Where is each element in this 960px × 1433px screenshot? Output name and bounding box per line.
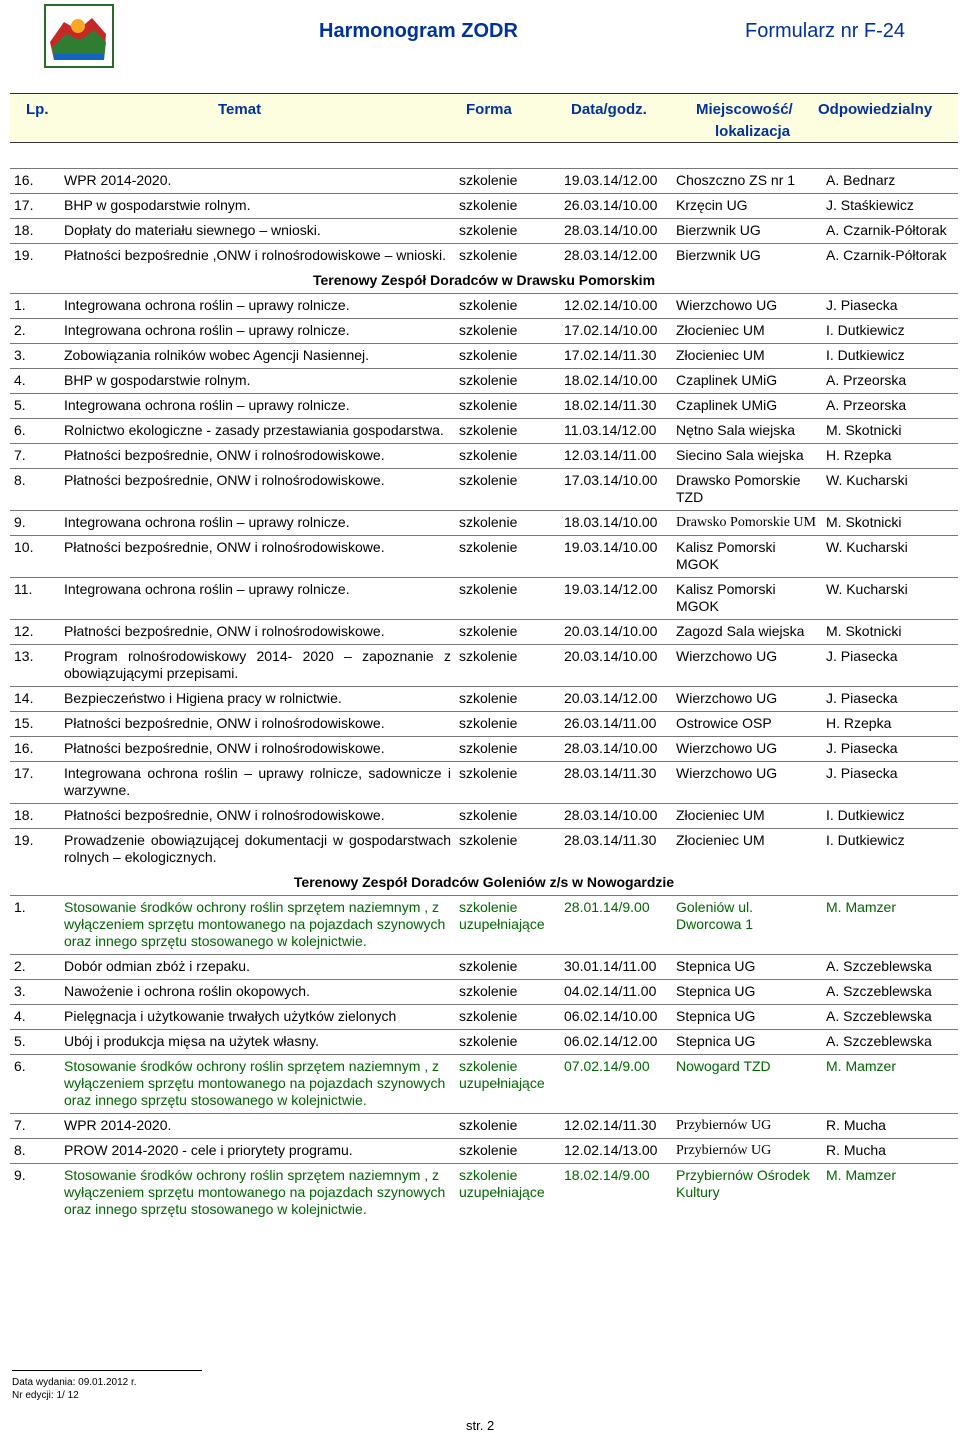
section-title: Terenowy Zespół Doradców Goleniów z/s w Nowogardzie xyxy=(293,874,675,890)
cell-forma: szkolenie xyxy=(455,511,560,536)
cell-odp: M. Mamzer xyxy=(822,1055,958,1114)
table-row xyxy=(10,419,958,444)
edition-number: Nr edycji: 1/ 12 xyxy=(12,1390,79,1401)
cell-forma: szkolenie uzupełniające xyxy=(455,896,560,955)
cell-odp: I. Dutkiewicz xyxy=(822,344,958,369)
cell-forma: szkolenie xyxy=(455,687,560,712)
cell-odp: I. Dutkiewicz xyxy=(822,829,958,871)
cell-miejsce: Wierzchowo UG xyxy=(672,687,822,712)
col-odpowiedzialny: Odpowiedzialny xyxy=(818,101,933,118)
cell-odp: A. Przeorska xyxy=(822,394,958,419)
table-row xyxy=(10,294,958,319)
cell-forma: szkolenie uzupełniające xyxy=(455,1055,560,1114)
cell-data: 28.03.14/12.00 xyxy=(560,244,672,269)
table-row xyxy=(10,645,958,687)
cell-odp: A. Czarnik-Półtorak xyxy=(822,244,958,269)
cell-lp: 8. xyxy=(10,1139,60,1164)
cell-forma: szkolenie xyxy=(455,194,560,219)
cell-data: 11.03.14/12.00 xyxy=(560,419,672,444)
cell-lp: 2. xyxy=(10,955,60,980)
cell-data: 06.02.14/10.00 xyxy=(560,1005,672,1030)
cell-odp: R. Mucha xyxy=(822,1114,958,1139)
cell-data: 17.03.14/10.00 xyxy=(560,469,672,511)
cell-forma: szkolenie xyxy=(455,712,560,737)
cell-odp: J. Staśkiewicz xyxy=(822,194,958,219)
cell-forma: szkolenie xyxy=(455,344,560,369)
issue-date: Data wydania: 09.01.2012 r. xyxy=(12,1377,137,1388)
table-row xyxy=(10,1164,958,1223)
cell-data: 07.02.14/9.00 xyxy=(560,1055,672,1114)
cell-data: 28.03.14/10.00 xyxy=(560,804,672,829)
table-row xyxy=(10,1055,958,1114)
table-row xyxy=(10,896,958,955)
table-row xyxy=(10,829,958,871)
cell-forma: szkolenie xyxy=(455,980,560,1005)
cell-lp: 4. xyxy=(10,1005,60,1030)
table-row xyxy=(10,762,958,804)
cell-data: 12.02.14/13.00 xyxy=(560,1139,672,1164)
cell-lp: 7. xyxy=(10,1114,60,1139)
cell-lp: 8. xyxy=(10,469,60,511)
cell-forma: szkolenie xyxy=(455,955,560,980)
cell-forma: szkolenie xyxy=(455,737,560,762)
cell-lp: 5. xyxy=(10,1030,60,1055)
cell-temat: Integrowana ochrona roślin – uprawy rolnicze. xyxy=(60,511,455,536)
cell-miejsce: Przybiernów UG xyxy=(672,1139,822,1164)
cell-temat: PROW 2014-2020 - cele i priorytety programu. xyxy=(60,1139,455,1164)
cell-data: 18.02.14/11.30 xyxy=(560,394,672,419)
table-row xyxy=(10,980,958,1005)
cell-data: 04.02.14/11.00 xyxy=(560,980,672,1005)
cell-miejsce: Krzęcin UG xyxy=(672,194,822,219)
cell-odp: A. Szczeblewska xyxy=(822,980,958,1005)
table-row xyxy=(10,1005,958,1030)
cell-lp: 9. xyxy=(10,1164,60,1223)
table-row xyxy=(10,219,958,244)
cell-temat: Dopłaty do materiału siewnego – wnioski. xyxy=(60,219,455,244)
cell-lp: 12. xyxy=(10,620,60,645)
cell-miejsce: Wierzchowo UG xyxy=(672,294,822,319)
table-row xyxy=(10,712,958,737)
cell-miejsce: Stepnica UG xyxy=(672,980,822,1005)
cell-odp: H. Rzepka xyxy=(822,712,958,737)
cell-odp: A. Bednarz xyxy=(822,169,958,194)
cell-lp: 18. xyxy=(10,219,60,244)
cell-data: 20.03.14/12.00 xyxy=(560,687,672,712)
page-number: str. 2 xyxy=(466,1418,495,1433)
cell-forma: szkolenie xyxy=(455,419,560,444)
cell-data: 28.03.14/11.30 xyxy=(560,762,672,804)
cell-forma: szkolenie xyxy=(455,1005,560,1030)
cell-temat: Integrowana ochrona roślin – uprawy rolnicze, sadownicze i warzywne. xyxy=(60,762,455,804)
cell-forma: szkolenie xyxy=(455,1139,560,1164)
cell-forma: szkolenie xyxy=(455,578,560,620)
cell-data: 12.02.14/11.30 xyxy=(560,1114,672,1139)
cell-odp: J. Piasecka xyxy=(822,294,958,319)
cell-miejsce: Wierzchowo UG xyxy=(672,762,822,804)
cell-miejsce: Przybiernów UG xyxy=(672,1114,822,1139)
cell-temat: Płatności bezpośrednie, ONW i rolnośrodowiskowe. xyxy=(60,536,455,578)
cell-odp: M. Skotnicki xyxy=(822,620,958,645)
table-row xyxy=(10,687,958,712)
cell-data: 19.03.14/12.00 xyxy=(560,578,672,620)
cell-miejsce: Goleniów ul. Dworcowa 1 xyxy=(672,896,822,955)
cell-forma: szkolenie xyxy=(455,444,560,469)
form-number: Formularz nr F-24 xyxy=(745,20,906,42)
cell-temat: Płatności bezpośrednie ,ONW i rolnośrodowiskowe – wnioski. xyxy=(60,244,455,269)
cell-forma: szkolenie xyxy=(455,219,560,244)
col-data: Data/godz. xyxy=(571,101,647,118)
cell-data: 28.01.14/9.00 xyxy=(560,896,672,955)
table-row xyxy=(10,1030,958,1055)
table-row xyxy=(10,344,958,369)
cell-miejsce: Złocieniec UM xyxy=(672,319,822,344)
cell-data: 06.02.14/12.00 xyxy=(560,1030,672,1055)
cell-lp: 16. xyxy=(10,169,60,194)
cell-miejsce: Złocieniec UM xyxy=(672,804,822,829)
cell-miejsce: Wierzchowo UG xyxy=(672,645,822,687)
cell-data: 20.03.14/10.00 xyxy=(560,620,672,645)
cell-data: 26.03.14/11.00 xyxy=(560,712,672,737)
cell-forma: szkolenie xyxy=(455,620,560,645)
col-miejsce-line1: Miejscowość/ xyxy=(696,101,793,118)
cell-temat: Płatności bezpośrednie, ONW i rolnośrodowiskowe. xyxy=(60,804,455,829)
cell-odp: A. Czarnik-Półtorak xyxy=(822,219,958,244)
table-row xyxy=(10,511,958,536)
cell-odp: I. Dutkiewicz xyxy=(822,319,958,344)
cell-odp: J. Piasecka xyxy=(822,737,958,762)
cell-odp: W. Kucharski xyxy=(822,469,958,511)
cell-miejsce: Stepnica UG xyxy=(672,1030,822,1055)
cell-lp: 9. xyxy=(10,511,60,536)
cell-lp: 7. xyxy=(10,444,60,469)
cell-miejsce: Nowogard TZD xyxy=(672,1055,822,1114)
cell-lp: 2. xyxy=(10,319,60,344)
cell-forma: szkolenie xyxy=(455,169,560,194)
cell-forma: szkolenie xyxy=(455,244,560,269)
cell-lp: 11. xyxy=(10,578,60,620)
table-row xyxy=(10,319,958,344)
cell-lp: 18. xyxy=(10,804,60,829)
cell-temat: Prowadzenie obowiązującej dokumentacji w gospodarstwach rolnych – ekologicznych. xyxy=(60,829,455,871)
cell-miejsce: Czaplinek UMiG xyxy=(672,369,822,394)
col-miejsce-line2: lokalizacja xyxy=(715,123,791,140)
table-row xyxy=(10,955,958,980)
cell-miejsce: Czaplinek UMiG xyxy=(672,394,822,419)
table-row xyxy=(10,1114,958,1139)
table-row xyxy=(10,1139,958,1164)
table-row xyxy=(10,369,958,394)
cell-temat: Integrowana ochrona roślin – uprawy rolnicze. xyxy=(60,578,455,620)
table-row xyxy=(10,620,958,645)
cell-temat: Płatności bezpośrednie, ONW i rolnośrodowiskowe. xyxy=(60,620,455,645)
cell-miejsce: Drawsko Pomorskie UM xyxy=(672,511,822,536)
cell-lp: 1. xyxy=(10,294,60,319)
cell-miejsce: Stepnica UG xyxy=(672,955,822,980)
cell-odp: M. Mamzer xyxy=(822,1164,958,1223)
cell-lp: 15. xyxy=(10,712,60,737)
cell-miejsce: Nętno Sala wiejska xyxy=(672,419,822,444)
cell-odp: M. Mamzer xyxy=(822,896,958,955)
cell-temat: Integrowana ochrona roślin – uprawy rolnicze. xyxy=(60,294,455,319)
table-row xyxy=(10,444,958,469)
cell-forma: szkolenie xyxy=(455,394,560,419)
table-row xyxy=(10,737,958,762)
cell-odp: J. Piasecka xyxy=(822,762,958,804)
footer-rule xyxy=(12,1370,202,1371)
cell-odp: I. Dutkiewicz xyxy=(822,804,958,829)
cell-lp: 6. xyxy=(10,419,60,444)
cell-miejsce: Bierzwnik UG xyxy=(672,219,822,244)
cell-forma: szkolenie xyxy=(455,536,560,578)
cell-lp: 3. xyxy=(10,980,60,1005)
cell-miejsce: Złocieniec UM xyxy=(672,829,822,871)
cell-data: 17.02.14/10.00 xyxy=(560,319,672,344)
cell-miejsce: Wierzchowo UG xyxy=(672,737,822,762)
cell-forma: szkolenie xyxy=(455,294,560,319)
cell-forma: szkolenie xyxy=(455,1030,560,1055)
col-lp: Lp. xyxy=(26,101,49,118)
cell-lp: 19. xyxy=(10,829,60,871)
schedule-table xyxy=(10,168,958,1222)
section-header xyxy=(10,268,958,294)
cell-data: 18.02.14/10.00 xyxy=(560,369,672,394)
cell-forma: szkolenie xyxy=(455,804,560,829)
section-header xyxy=(10,870,958,896)
cell-temat: Pielęgnacja i użytkowanie trwałych użytków zielonych xyxy=(60,1005,455,1030)
cell-odp: R. Mucha xyxy=(822,1139,958,1164)
cell-miejsce: Kalisz Pomorski MGOK xyxy=(672,578,822,620)
cell-miejsce: Ostrowice OSP xyxy=(672,712,822,737)
cell-lp: 17. xyxy=(10,762,60,804)
cell-miejsce: Choszczno ZS nr 1 xyxy=(672,169,822,194)
col-forma: Forma xyxy=(466,101,512,118)
cell-lp: 10. xyxy=(10,536,60,578)
cell-odp: W. Kucharski xyxy=(822,536,958,578)
cell-temat: BHP w gospodarstwie rolnym. xyxy=(60,369,455,394)
cell-miejsce: Stepnica UG xyxy=(672,1005,822,1030)
table-row xyxy=(10,244,958,269)
cell-odp: A. Szczeblewska xyxy=(822,1005,958,1030)
cell-temat: BHP w gospodarstwie rolnym. xyxy=(60,194,455,219)
cell-miejsce: Drawsko Pomorskie TZD xyxy=(672,469,822,511)
column-header-bar xyxy=(10,93,958,143)
cell-temat: Dobór odmian zbóż i rzepaku. xyxy=(60,955,455,980)
cell-odp: A. Szczeblewska xyxy=(822,1030,958,1055)
cell-miejsce: Bierzwnik UG xyxy=(672,244,822,269)
cell-data: 12.02.14/10.00 xyxy=(560,294,672,319)
document-title: Harmonogram ZODR xyxy=(319,20,518,42)
cell-odp: M. Skotnicki xyxy=(822,419,958,444)
cell-lp: 4. xyxy=(10,369,60,394)
cell-odp: J. Piasecka xyxy=(822,687,958,712)
cell-temat: Płatności bezpośrednie, ONW i rolnośrodowiskowe. xyxy=(60,469,455,511)
cell-lp: 3. xyxy=(10,344,60,369)
cell-temat: Integrowana ochrona roślin – uprawy rolnicze. xyxy=(60,394,455,419)
cell-odp: H. Rzepka xyxy=(822,444,958,469)
odr-logo-icon xyxy=(44,4,114,68)
table-row xyxy=(10,394,958,419)
cell-temat: Integrowana ochrona roślin – uprawy rolnicze. xyxy=(60,319,455,344)
cell-data: 19.03.14/12.00 xyxy=(560,169,672,194)
section-title: Terenowy Zespół Doradców w Drawsku Pomorskim xyxy=(312,272,656,288)
cell-temat: Rolnictwo ekologiczne - zasady przestawiania gospodarstwa. xyxy=(60,419,455,444)
cell-data: 17.02.14/11.30 xyxy=(560,344,672,369)
cell-data: 28.03.14/10.00 xyxy=(560,737,672,762)
cell-miejsce: Kalisz Pomorski MGOK xyxy=(672,536,822,578)
cell-lp: 19. xyxy=(10,244,60,269)
table-row xyxy=(10,536,958,578)
cell-data: 19.03.14/10.00 xyxy=(560,536,672,578)
cell-odp: W. Kucharski xyxy=(822,578,958,620)
cell-data: 18.02.14/9.00 xyxy=(560,1164,672,1223)
cell-lp: 16. xyxy=(10,737,60,762)
cell-temat: Stosowanie środków ochrony roślin sprzętem naziemnym , z wyłączeniem sprzętu montowanego na pojazdach szynowych oraz innego sprzętu stosowanego w kolejnictwie. xyxy=(60,1164,455,1223)
cell-odp: J. Piasecka xyxy=(822,645,958,687)
cell-temat: Stosowanie środków ochrony roślin sprzętem naziemnym , z wyłączeniem sprzętu montowanego na pojazdach szynowych oraz innego sprzętu stosowanego w kolejnictwie. xyxy=(60,896,455,955)
cell-lp: 6. xyxy=(10,1055,60,1114)
cell-data: 20.03.14/10.00 xyxy=(560,645,672,687)
cell-miejsce: Siecino Sala wiejska xyxy=(672,444,822,469)
cell-data: 12.03.14/11.00 xyxy=(560,444,672,469)
cell-miejsce: Przybiernów Ośrodek Kultury xyxy=(672,1164,822,1223)
cell-temat: Płatności bezpośrednie, ONW i rolnośrodowiskowe. xyxy=(60,712,455,737)
cell-data: 18.03.14/10.00 xyxy=(560,511,672,536)
cell-forma: szkolenie uzupełniające xyxy=(455,1164,560,1223)
cell-forma: szkolenie xyxy=(455,829,560,871)
cell-forma: szkolenie xyxy=(455,369,560,394)
cell-miejsce: Zagozd Sala wiejska xyxy=(672,620,822,645)
col-temat: Temat xyxy=(218,101,262,118)
cell-temat: Zobowiązania rolników wobec Agencji Nasiennej. xyxy=(60,344,455,369)
cell-temat: Płatności bezpośrednie, ONW i rolnośrodowiskowe. xyxy=(60,737,455,762)
cell-temat: Bezpieczeństwo i Higiena pracy w rolnictwie. xyxy=(60,687,455,712)
cell-odp: A. Szczeblewska xyxy=(822,955,958,980)
cell-forma: szkolenie xyxy=(455,762,560,804)
cell-forma: szkolenie xyxy=(455,319,560,344)
cell-temat: Płatności bezpośrednie, ONW i rolnośrodowiskowe. xyxy=(60,444,455,469)
table-row xyxy=(10,804,958,829)
table-row xyxy=(10,169,958,194)
cell-temat: WPR 2014-2020. xyxy=(60,169,455,194)
cell-temat: Stosowanie środków ochrony roślin sprzętem naziemnym , z wyłączeniem sprzętu montowanego na pojazdach szynowych oraz innego sprzętu stosowanego w kolejnictwie. xyxy=(60,1055,455,1114)
cell-lp: 14. xyxy=(10,687,60,712)
cell-odp: A. Przeorska xyxy=(822,369,958,394)
cell-lp: 5. xyxy=(10,394,60,419)
cell-forma: szkolenie xyxy=(455,645,560,687)
cell-data: 28.03.14/10.00 xyxy=(560,219,672,244)
table-row xyxy=(10,578,958,620)
cell-miejsce: Złocieniec UM xyxy=(672,344,822,369)
cell-lp: 13. xyxy=(10,645,60,687)
cell-forma: szkolenie xyxy=(455,469,560,511)
cell-temat: Program rolnośrodowiskowy 2014- 2020 – zapoznanie z obowiązującymi przepisami. xyxy=(60,645,455,687)
cell-temat: Nawożenie i ochrona roślin okopowych. xyxy=(60,980,455,1005)
cell-odp: M. Skotnicki xyxy=(822,511,958,536)
cell-temat: Ubój i produkcja mięsa na użytek własny. xyxy=(60,1030,455,1055)
cell-lp: 1. xyxy=(10,896,60,955)
cell-data: 30.01.14/11.00 xyxy=(560,955,672,980)
cell-data: 26.03.14/10.00 xyxy=(560,194,672,219)
cell-temat: WPR 2014-2020. xyxy=(60,1114,455,1139)
cell-forma: szkolenie xyxy=(455,1114,560,1139)
cell-data: 28.03.14/11.30 xyxy=(560,829,672,871)
table-row xyxy=(10,469,958,511)
table-row xyxy=(10,194,958,219)
cell-lp: 17. xyxy=(10,194,60,219)
